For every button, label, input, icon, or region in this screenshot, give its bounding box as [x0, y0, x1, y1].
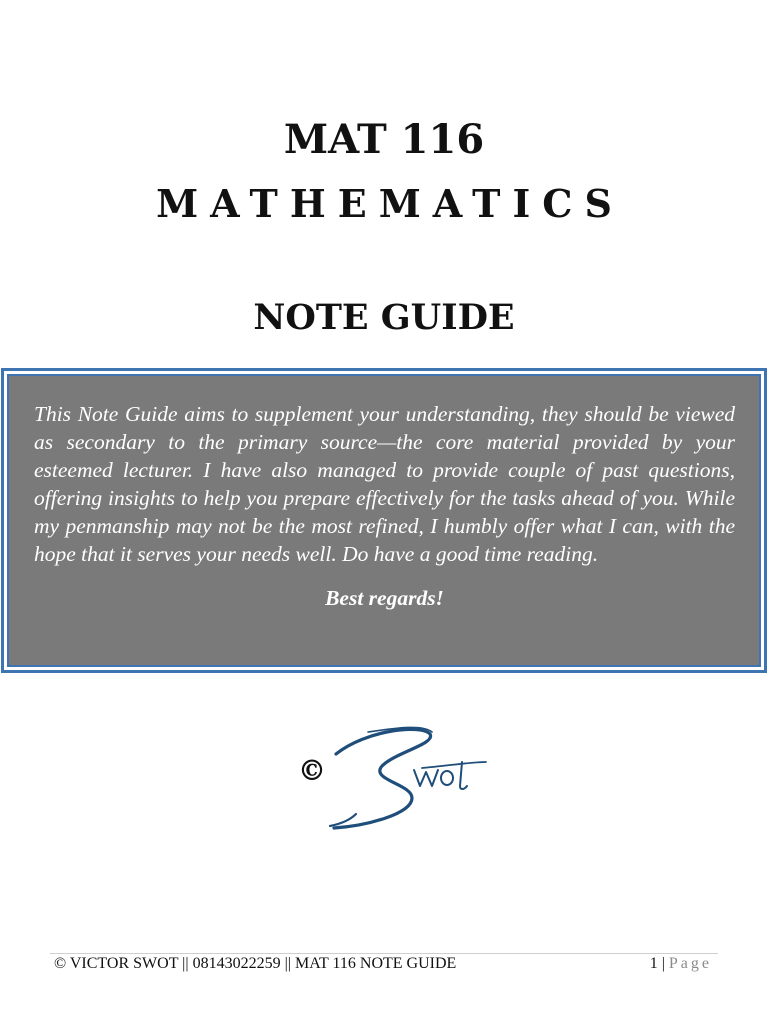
intro-note-signoff: Best regards! [325, 586, 444, 610]
intro-note-box [1, 368, 767, 673]
page-label: Page [668, 955, 712, 972]
footer-page-indicator [650, 954, 712, 974]
swot-signature-logo [326, 722, 496, 834]
subject-title: MATHEMATICS [156, 181, 624, 226]
copyright-symbol: © [298, 754, 326, 787]
page-separator: | [657, 955, 669, 972]
intro-note-text: This Note Guide aims to supplement your understanding, they should be viewed as secondary to the primary source—the core material provided by your esteemed lecturer. I have also managed to provide couple of past questions, offering insights to help you prepare effectively for the tasks ahead of you. While my penmanship may not be the most refined, I humbly offer what I can, with the hope that it serves your needs well. Do have a good time reading. [34, 402, 735, 566]
note-guide-heading: NOTE GUIDE [253, 297, 515, 338]
page-number: 1 [649, 955, 658, 972]
course-code-title: MAT 116 [283, 116, 485, 163]
intro-note-panel [7, 374, 761, 667]
footer-credit: © VICTOR SWOT || 08143022259 || MAT 116 NOTE GUIDE [54, 955, 457, 972]
